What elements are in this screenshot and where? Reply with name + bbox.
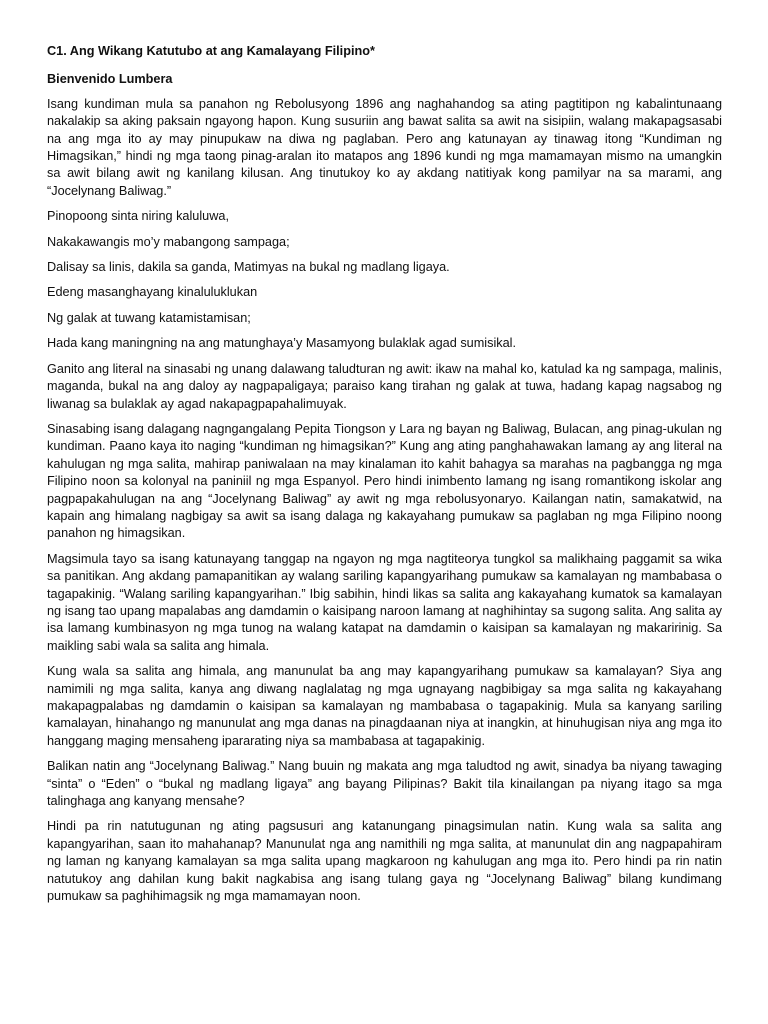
document-title: C1. Ang Wikang Katutubo at ang Kamalayang Filipino*: [47, 44, 375, 58]
document-author: Bienvenido Lumbera: [47, 72, 173, 87]
body-paragraph: Ganito ang literal na sinasabi ng unang dalawang taludturan ng awit: ikaw na mahal ko, katulad ka ng sampaga, malinis, maganda, bukal na ang daloy ay nagpapaligaya; paraiso kang tirahan ng galak at tuwa, hadang kapag nagsabog ng liwanag sa bulaklak ay agad nakapagpapahalimuyak.: [47, 361, 722, 411]
body-paragraph: Balikan natin ang “Jocelynang Baliwag.” Nang buuin ng makata ang mga taludtod ng awit, sinadya ba niyang tawaging “sinta” o “Eden” o “bukal ng madlang ligaya” ang bayang Pilipinas? Bakit tila kinailangan pa niyang itago sa mga talinghaga ang kanyang mensahe?: [47, 759, 722, 809]
verse-line: Dalisay sa linis, dakila sa ganda, Matimyas na bukal ng madlang ligaya.: [47, 260, 450, 275]
verse-line: Hada kang maningning na ang matunghaya’y Masamyong bulaklak agad sumisikal.: [47, 336, 517, 351]
body-paragraph: Sinasabing isang dalagang nagngangalang Pepita Tiongson y Lara ng bayan ng Baliwag, Bulacan, ang pinag-ukulan ng kundiman. Paano kaya ito naging “kundiman ng himagsikan?” Kung ang ating panghahawakan lamang ay ang literal na kahulugan ng mga salita, mahirap paniwalaan na may kinalaman ito kahit bahagya sa marahas na pagbangga ng mga Filipino noon sa kolonyal na paniniil ng mga Espanyol. Pero hindi inimbento lamang ng isang romantikong iskolar ang pagpapakahulugan na ang “Jocelynang Baliwag” ay awit ng mga rebolusyonaryo. Kailangan natin, samakatwid, na kapain ang himalang nagbigay sa awit sa isang dalaga ng kakayahang pumukaw sa paglaban ng mga Filipino noong panahon ng himagsikan.: [47, 421, 722, 541]
verse-line: Nakakawangis mo’y mabangong sampaga;: [47, 234, 290, 249]
intro-paragraph: Isang kundiman mula sa panahon ng Rebolusyong 1896 ang naghahandog sa ating pagtitipon ng kabalintunaang nakalakip sa aking paksain ngayong hapon. Kung susuriin ang bawat salita sa awit na sisipiin, walang makapagsasabi na ang mga ito ay may pinupukaw na diwa ng paglaban. Pero ang katunayan ay tinawag itong “Kundiman ng Himagsikan,” hindi ng mga taong pinag-aralan ito matapos ang 1896 kundi ng mga mamamayan mismo na umangkin sa awit bilang awit ng kanilang kilusan. Ang tinutukoy ko ay akdang natitiyak kong pamilyar na sa marami, ang “Jocelynang Baliwag.”: [47, 96, 722, 198]
verse-line: Pinopoong sinta niring kaluluwa,: [47, 209, 229, 224]
body-paragraph: Magsimula tayo sa isang katunayang tanggap na ngayon ng mga nagtiteorya tungkol sa malikhaing paggamit sa wika sa panitikan. Ang akdang pamapanitikan ay walang sariling kapangyarihang pumukaw sa kamalayan ng mambabasa o tagapakinig. “Walang sariling kapangyarihan.” Ibig sabihin, hindi likas sa salita ang kakayahang kumatok sa kamalayan ng isang tao upang mapalabas ang damdamin o kaisipang naroon lamang at naghihintay sa sugong salita. Ang salita ay isa lamang kumbinasyon ng mga tunog na walang katapat na damdamin o kaisipan sa kamalayan ng makaririnig. Sa maikling sabi wala sa salita ang himala.: [47, 551, 722, 653]
body-paragraph: Hindi pa rin natutugunan ng ating pagsusuri ang katanungang pinagsimulan natin. Kung wala sa salita ang kapangyarihan, saan ito mahahanap? Manunulat nga ang namithili ng mga salita, at manunulat din ang nagpapahiram ng laman ng kanyang kamalayan sa mga salita upang magkaroon ng kahulugan ang mga ito. Pero hindi pa rin natin natutukoy ang dahilan kung bakit nagkabisa ang isang tulang gaya ng “Jocelynang Baliwag” bilang kundimang pumukaw sa paghihimagsik ng mga mamamayan noon.: [47, 819, 722, 904]
body-paragraph: Kung wala sa salita ang himala, ang manunulat ba ang may kapangyarihang pumukaw sa kamalayan? Siya ang namimili ng mga salita, kanya ang diwang naglalatag ng mga ugnayang nagbibigay sa mga salita ng kakayahang makapagpalabas ng damdamin o kaisipan sa kamalayan ng mambabasa o tagapakinig. Mula sa kanyang sariling kamalayan, hinahango ng manunulat ang mga danas na pinagdaanan niya at inangkin, at hinuhugisan niya ang mga ito hanggang maging mensaheng ipararating niya sa mambabasa at tagapakinig.: [47, 664, 722, 748]
verse-line: Ng galak at tuwang katamistamisan;: [47, 310, 251, 325]
verse-line: Edeng masanghayang kinaluluklukan: [47, 285, 258, 300]
